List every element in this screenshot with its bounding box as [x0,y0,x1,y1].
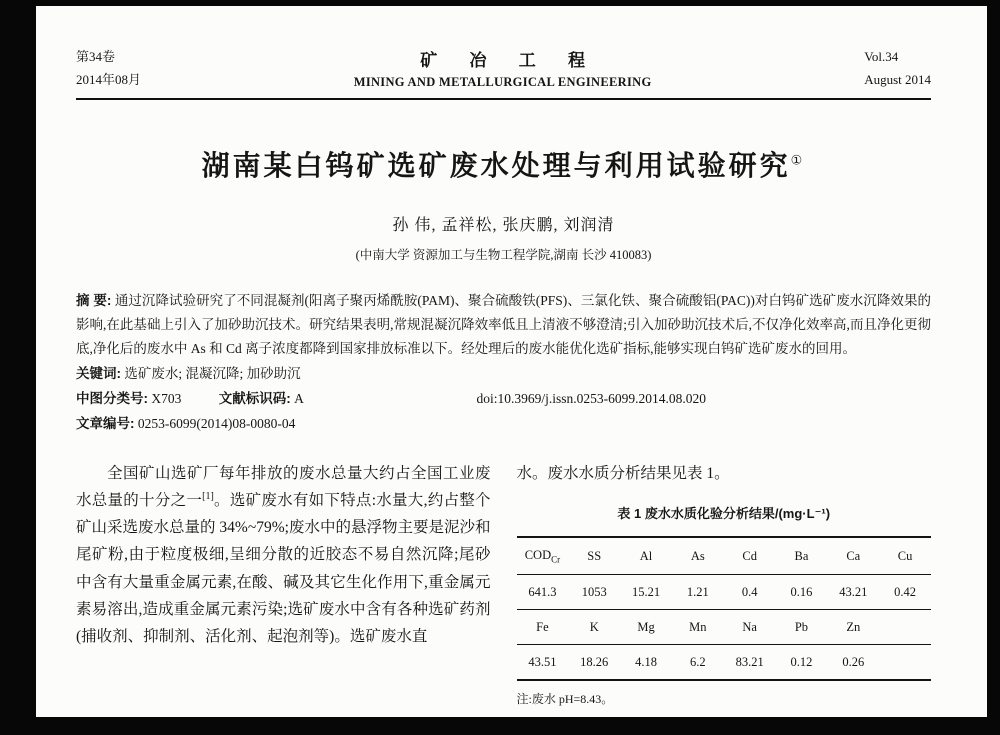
article-title [76,144,931,184]
table-cell: 0.26 [827,645,879,681]
article-id-line [76,412,931,436]
scanned-page [36,6,987,717]
table-cell: 83.21 [724,645,776,681]
title-footnote-mark: ① [790,152,806,168]
classification-line [76,387,931,411]
table-cell: Cd [724,537,776,575]
table-cell: 4.18 [620,645,672,681]
journal-header-right [864,46,931,92]
table-caption-text: 废水水质化验分析结果/(mg·L⁻¹) [641,505,831,521]
table-cell: 43.21 [827,575,879,610]
table-cell: Zn [827,610,879,645]
table-value-row-2 [517,645,932,681]
table-cell: SS [568,537,620,575]
abstract-paragraph [76,289,931,361]
table-cell: 15.21 [620,575,672,610]
journal-title-en: MINING AND METALLURGICAL ENGINEERING [353,75,652,89]
article-id-value: 0253-6099(2014)08-0080-04 [137,415,296,431]
table-cell: Cu [879,537,931,575]
body-paragraph [76,460,491,651]
journal-volume-cn: 第34卷 [76,49,116,64]
table-cell: 18.26 [568,645,620,681]
right-column [517,460,932,711]
table-cell: Ba [776,537,828,575]
cod-subscript: Cr [551,554,561,565]
table-cell: Mn [672,610,724,645]
table-header-row-1 [517,537,932,575]
table-cell: Pb [776,610,828,645]
page-content [36,6,987,710]
keywords-label: 关键词: [76,365,121,381]
table-cell: 6.2 [672,645,724,681]
clc-label: 中图分类号: [76,390,148,406]
right-intro-paragraph: 水。废水水质分析结果见表 1。 [516,464,730,482]
doc-code-value: A [294,390,304,406]
body-text-2: 。选矿废水有如下特点:水量大,约占整个矿山采选废水总量的 34%~79%;废水中的悬浮物主要是泥沙和尾矿粉,由于粒度极细,呈细分散的近胶态不易自然沉降;尾砂中含有大量重金属元素,在酸、碱及其它生化作用下,重金属元素易溶出,造成重金属元素污染;选矿废水中含有各种选矿药剂(捕收剂、抑制剂、活化剂、起泡剂等)。选矿废水直 [76,491,491,646]
table-header-row-2 [517,610,932,645]
journal-header-left [76,46,141,92]
article-id-label: 文章编号: [76,415,135,431]
journal-date-en: August 2014 [864,71,931,87]
article-affiliation: (中南大学 资源加工与生物工程学院,湖南 长沙 410083) [355,247,652,262]
table-cell: 0.42 [879,575,931,610]
keywords-text: 选矿废水; 混凝沉降; 加砂助沉 [124,365,301,381]
table-caption-label: 表 1 [617,505,642,521]
journal-header-center [141,46,864,90]
article-authors: 孙 伟, 孟祥松, 张庆鹏, 刘润清 [392,216,615,234]
table-cell: 1053 [568,575,620,610]
table-value-row-1 [517,575,932,610]
doc-code-label: 文献标识码: [218,390,291,406]
journal-title-cn: 矿 冶 工 程 [420,51,599,70]
table-cell: 641.3 [517,575,569,610]
table-cell: Mg [620,610,672,645]
table-cell: K [568,610,620,645]
doi-text: doi:10.3969/j.issn.0253-6099.2014.08.020 [476,390,707,406]
article-title-text: 湖南某白钨矿选矿废水处理与利用试验研究 [201,149,791,181]
table-cell [879,610,931,645]
left-column [76,460,491,711]
table-cell: 0.12 [776,645,828,681]
table-cell: 43.51 [517,645,569,681]
journal-date-cn: 2014年08月 [76,71,142,87]
table-cell: 0.16 [776,575,828,610]
table-cell: Na [724,610,776,645]
abstract-text: 通过沉降试验研究了不同混凝剂(阳离子聚丙烯酰胺(PAM)、聚合硫酸铁(PFS)、三氯化铁、聚合硫酸铝(PAC))对白钨矿选矿废水沉降效果的影响,在此基础上引入了加砂助沉技术。研究结果表明,常规混凝沉降效率低且上清液不够澄清;引入加砂助沉技术后,不仅净化效率高,而且净化更彻底,净化后的废水中 As 和 Cd 离子浓度都降到国家排放标准以下。经处理后的废水能优化选矿指标,能够实现白钨矿选矿废水的回用。 [76,292,931,356]
citation-mark: [1] [202,490,214,502]
clc-value: X703 [151,390,182,406]
header-divider [76,98,931,100]
table-cell [879,645,931,681]
body-text-1: 全国矿山选矿厂每年排放的废水总量大约占全国工业废水总量的十分之一 [76,464,491,509]
table-cell: Ca [827,537,879,575]
table-note: 注:废水 pH=8.43。 [516,692,614,707]
body-columns [76,460,931,711]
table-cell: As [672,537,724,575]
cod-label: COD [524,547,552,562]
table-caption [517,503,932,526]
table-cell: 0.4 [724,575,776,610]
water-quality-table [517,536,932,681]
keywords-line [76,362,931,386]
table-cell: 1.21 [672,575,724,610]
journal-volume-en: Vol.34 [864,49,899,64]
journal-header [76,46,931,92]
table-cell: Al [620,537,672,575]
table-cell: Fe [517,610,569,645]
table-cell [517,537,569,575]
abstract-label: 摘 要: [76,292,112,308]
